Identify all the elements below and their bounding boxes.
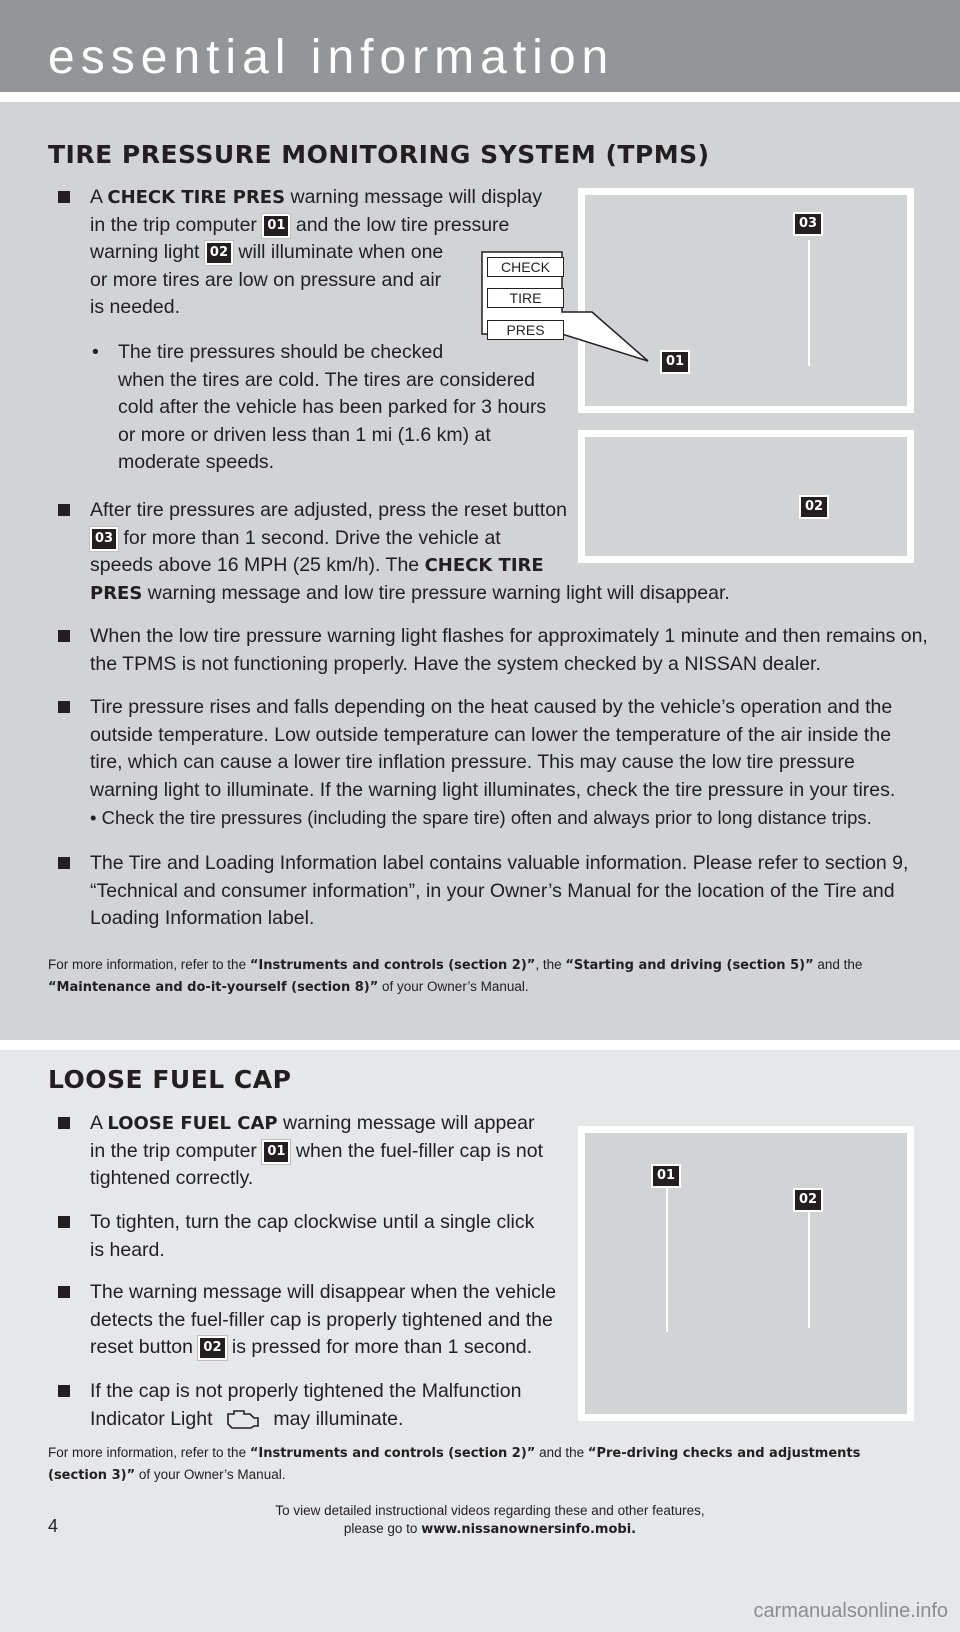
pres-message: PRES <box>90 582 143 604</box>
display-message-pres: PRES <box>487 320 564 340</box>
callout-03: 03 <box>793 212 823 236</box>
callout-line-02 <box>808 1210 810 1328</box>
bullet-square <box>58 1385 70 1397</box>
tpms-paragraph-1: A CHECK TIRE PRES warning message will display in the trip computer 01 and the low tire pressure warning light 02 will illuminate when one or more tires are low on pressure and air is needed. <box>90 184 570 322</box>
bullet-square <box>58 1117 70 1129</box>
fuel-paragraph-3: The warning message will disappear when the vehicle detects the fuel-filler cap is properly tightened and the reset button 02 is pressed for more than 1 second. <box>90 1279 570 1362</box>
watermark: carmanualsonline.info <box>753 1600 948 1622</box>
callout-01: 01 <box>660 350 690 374</box>
bullet-square <box>58 630 70 642</box>
fuel-paragraph-1: A LOOSE FUEL CAP warning message will appear in the trip computer 01 when the fuel-filler cap is not tightened correctly. <box>90 1110 570 1193</box>
engine-icon <box>224 1406 262 1430</box>
bullet-square <box>58 1286 70 1298</box>
bullet-square <box>58 191 70 203</box>
callout-line-03 <box>808 240 810 366</box>
display-message-check: CHECK <box>487 257 564 277</box>
warning-light-image <box>578 430 914 563</box>
display-message-tire: TIRE <box>487 288 564 308</box>
tpms-paragraph-2: After tire pressures are adjusted, press the reset button 03 for more than 1 second. Drive the vehicle at speeds above 16 MPH (25 km/h). The CHECK TIRE PRES warning message and low tire pressure warning light will disappear. <box>90 497 930 607</box>
bullet-square <box>58 857 70 869</box>
page-header <box>0 0 960 92</box>
fuel-cap-display-image <box>578 1126 914 1421</box>
tpms-paragraph-5: The Tire and Loading Information label contains valuable information. Please refer to section 9, “Technical and consumer information”, in your Owner’s Manual for the location of the Tire and Loading Information label. <box>90 850 940 933</box>
callout-badge-01: 01 <box>262 1140 290 1164</box>
bullet-square <box>58 701 70 713</box>
tpms-paragraph-4: Tire pressure rises and falls depending on the heat caused by the vehicle’s operation and the outside temperature. Low outside temperature can lower the temperature of the air inside the tire, which can cause a lower tire inflation pressure. This may cause the low tire pressure warning light to illuminate. If the warning light illuminates, check the tire pressure in your tires. • Check the tire pressures (including the spare tire) often and always prior to long distance trips. <box>90 694 940 833</box>
website-link[interactable]: www.nissanownersinfo.mobi. <box>421 1522 637 1537</box>
page-number: 4 <box>48 1516 59 1536</box>
fuel-cap-title: LOOSE FUEL CAP <box>48 1065 292 1094</box>
loose-fuel-cap-message: LOOSE FUEL CAP <box>107 1113 278 1134</box>
footer-note: To view detailed instructional videos regarding these and other features, please go to www.nissanownersinfo.mobi. <box>275 1503 705 1537</box>
check-tire-pres-message: CHECK TIRE PRES <box>107 187 286 208</box>
callout-badge-03: 03 <box>90 527 118 551</box>
tpms-title: TIRE PRESSURE MONITORING SYSTEM (TPMS) <box>48 140 710 169</box>
callout-01: 01 <box>651 1164 681 1188</box>
tpms-sub-bullet: • The tire pressures should be checked when the tires are cold. The tires are considered cold after the vehicle has been parked for 3 hours or more or driven less than 1 mi (1.6 km) at moderate speeds. <box>92 341 547 473</box>
callout-badge-02: 02 <box>198 1336 226 1360</box>
tpms-reference-note: For more information, refer to the “Instruments and controls (section 2)”, the “Starting and driving (section 5)” and the “Maintenance and do-it-yourself (section 8)” of your Owner’s Manual. <box>48 957 863 995</box>
fuel-reference-note: For more information, refer to the “Instruments and controls (section 2)” and the “Pre-driving checks and adjustments (section 3)” of your Owner’s Manual. <box>48 1445 861 1483</box>
fuel-paragraph-2: To tighten, turn the cap clockwise until a single click is heard. <box>90 1209 570 1264</box>
callout-badge-02: 02 <box>205 241 233 265</box>
bullet-square <box>58 504 70 516</box>
bullet-square <box>58 1216 70 1228</box>
callout-line-01 <box>666 1186 668 1332</box>
callout-badge-01: 01 <box>262 214 290 238</box>
page-title: essential information <box>48 31 615 84</box>
fuel-paragraph-4: If the cap is not properly tightened the Malfunction Indicator Light may illuminate. <box>90 1378 570 1433</box>
check-tire-message: CHECK TIRE <box>424 555 544 576</box>
tpms-paragraph-3: When the low tire pressure warning light flashes for approximately 1 minute and then remains on, the TPMS is not functioning properly. Have the system checked by a NISSAN dealer. <box>90 623 940 678</box>
callout-02: 02 <box>799 495 829 519</box>
callout-02: 02 <box>793 1188 823 1212</box>
